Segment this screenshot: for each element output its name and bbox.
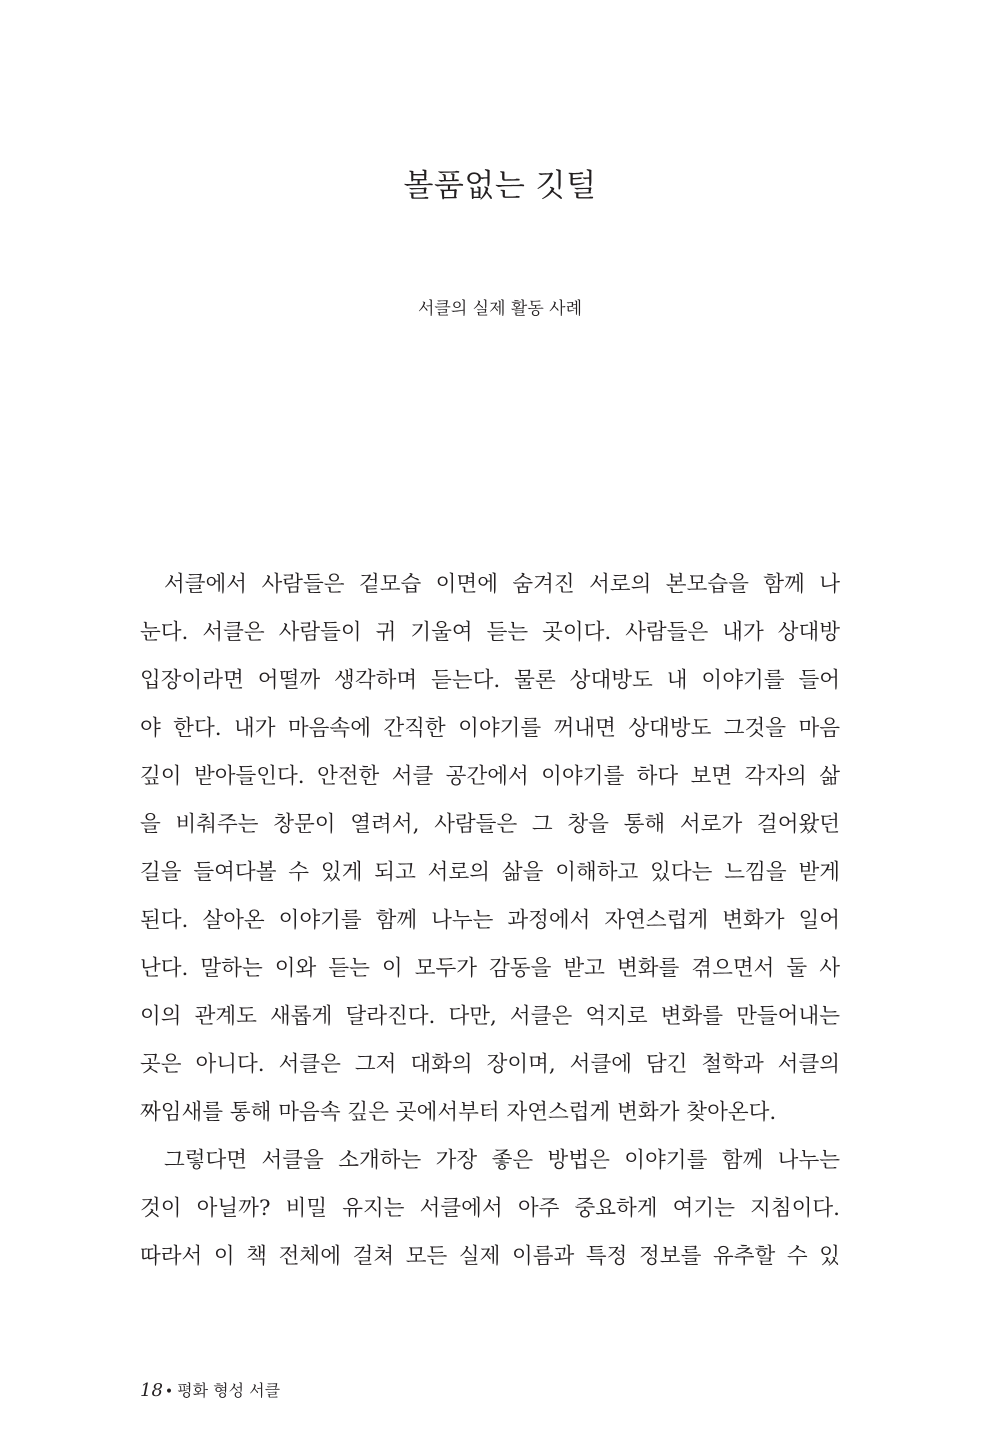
paragraph-line: 눈다. 서클은 사람들이 귀 기울여 듣는 곳이다. 사람들은 내가 상대방 (140, 620, 840, 645)
running-title: 평화 형성 서클 (177, 1381, 281, 1400)
paragraph-line: 이의 관계도 새롭게 달라진다. 다만, 서클은 억지로 변화를 만들어내는 (140, 1004, 840, 1029)
paragraph-line: 서클에서 사람들은 겉모습 이면에 숨겨진 서로의 본모습을 함께 나 (164, 572, 840, 597)
paragraph-line: 것이 아닐까? 비밀 유지는 서클에서 아주 중요하게 여기는 지침이다. (140, 1196, 840, 1221)
body-text (140, 561, 840, 1281)
paragraph-line: 곳은 아니다. 서클은 그저 대화의 장이며, 서클에 담긴 철학과 서클의 (140, 1052, 840, 1077)
paragraph-line: 짜임새를 통해 마음속 깊은 곳에서부터 자연스럽게 변화가 찾아온다. (140, 1100, 777, 1125)
paragraph-line: 을 비춰주는 창문이 열려서, 사람들은 그 창을 통해 서로가 걸어왔던 (140, 812, 840, 837)
paragraph-line: 길을 들여다볼 수 있게 되고 서로의 삶을 이해하고 있다는 느낌을 받게 (140, 860, 840, 885)
running-footer (140, 1378, 280, 1405)
chapter-subtitle: 서클의 실제 활동 사례 (417, 299, 582, 319)
footer-bullet: • (164, 1384, 174, 1400)
chapter-title: 볼품없는 깃털 (403, 168, 597, 204)
paragraph-line: 따라서 이 책 전체에 걸쳐 모든 실제 이름과 특정 정보를 유추할 수 있 (140, 1244, 840, 1269)
paragraph-line: 입장이라면 어떨까 생각하며 듣는다. 물론 상대방도 내 이야기를 들어 (140, 668, 840, 693)
page-number: 18 (140, 1380, 163, 1401)
paragraph-line: 그렇다면 서클을 소개하는 가장 좋은 방법은 이야기를 함께 나누는 (164, 1148, 840, 1173)
paragraph-line: 깊이 받아들인다. 안전한 서클 공간에서 이야기를 하다 보면 각자의 삶 (140, 764, 840, 789)
paragraph-line: 난다. 말하는 이와 듣는 이 모두가 감동을 받고 변화를 겪으면서 둘 사 (140, 956, 840, 981)
paragraph-line: 된다. 살아온 이야기를 함께 나누는 과정에서 자연스럽게 변화가 일어 (140, 908, 840, 933)
paragraph-line: 야 한다. 내가 마음속에 간직한 이야기를 꺼내면 상대방도 그것을 마음 (140, 716, 840, 741)
